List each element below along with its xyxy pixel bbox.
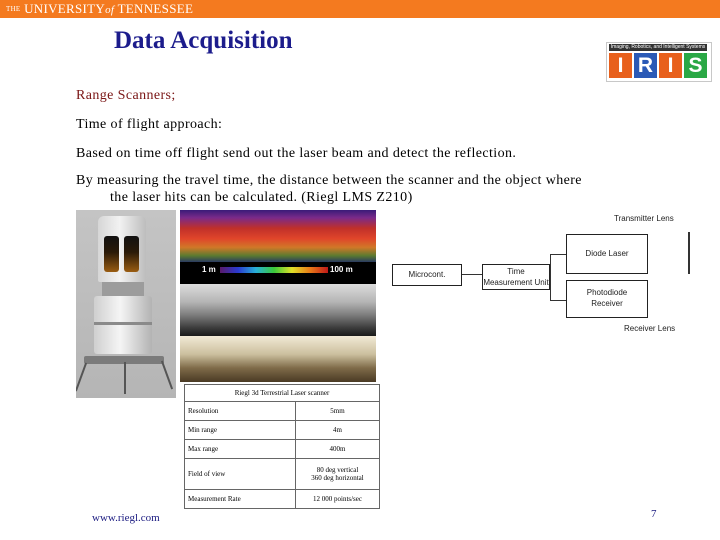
connector-line [550, 254, 551, 300]
university-wordmark [6, 1, 193, 17]
table-row [185, 459, 380, 490]
iris-letter-i1: I [609, 53, 632, 78]
scanner-body [94, 296, 152, 354]
spec-value: 12 000 points/sec [296, 490, 380, 509]
table-row [185, 490, 380, 509]
university-main: UNIVERSITY [24, 1, 106, 16]
university-header-bar [0, 0, 720, 18]
time-measurement-line-1: Time [507, 267, 525, 276]
spec-value: 4m [296, 421, 380, 440]
riegl-website-link[interactable]: www.riegl.com [92, 512, 160, 524]
scan-result-images [180, 210, 376, 382]
iris-letters [609, 53, 707, 78]
scanner-window-right [124, 236, 139, 272]
spec-value [296, 459, 380, 490]
paragraph-time-of-flight: Based on time off flight send out the laser beam and detect the reflection. [76, 146, 517, 161]
university-of: of [105, 4, 115, 16]
scale-min-label: 1 m [202, 265, 216, 274]
university-prefix: THE [6, 5, 21, 13]
transmitter-lens-label: Transmitter Lens [614, 214, 674, 223]
spec-table-caption: Riegl 3d Terrestrial Laser scanner [185, 385, 380, 402]
connector-line [550, 254, 566, 255]
slide-title: Data Acquisition [114, 27, 293, 54]
reflectance-image [180, 284, 376, 336]
scanner-window-left [104, 236, 119, 272]
spec-label: Field of view [185, 459, 296, 490]
spec-label: Min range [185, 421, 296, 440]
target-surface [688, 232, 690, 274]
paragraph-measuring-line-1: By measuring the travel time, the distance between the scanner and the object where [76, 173, 582, 188]
time-of-flight-diagram [388, 214, 708, 338]
spec-label: Measurement Rate [185, 490, 296, 509]
photodiode-line-2: Receiver [591, 299, 623, 308]
iris-letter-i2: I [659, 53, 682, 78]
connector-line [550, 300, 566, 301]
page-number: 7 [651, 508, 657, 520]
spec-value-line-1: 80 deg vertical [316, 466, 359, 474]
range-image [180, 210, 376, 262]
tripod-leg [124, 362, 126, 394]
table-row [185, 421, 380, 440]
riegl-scanner-photo [76, 210, 176, 398]
time-of-flight-subheading: Time of flight approach: [76, 117, 223, 132]
iris-letter-s: S [684, 53, 707, 78]
scale-max-label: 100 m [330, 265, 353, 274]
connector-line [462, 274, 482, 275]
receiver-lens-label: Receiver Lens [624, 324, 676, 333]
iris-logo [606, 42, 712, 82]
spec-label: Resolution [185, 402, 296, 421]
color-photo-image [180, 336, 376, 382]
paragraph-measuring-line-2: the laser hits can be calculated. (Riegl LMS Z210) [110, 190, 413, 205]
range-scanners-heading: Range Scanners; [76, 88, 176, 103]
photodiode-receiver-box [566, 280, 648, 318]
iris-tagline: Imaging, Robotics, and Intelligent Systems [610, 44, 706, 50]
spec-table-caption-row [185, 385, 380, 402]
diode-laser-box: Diode Laser [566, 234, 648, 274]
time-measurement-line-2: Measurement Unit [483, 278, 549, 287]
scanner-neck [102, 282, 144, 296]
photodiode-line-1: Photodiode [586, 288, 628, 297]
microcontroller-box: Microcont. [392, 264, 462, 286]
spec-value-line-2: 360 deg horizontal [311, 474, 364, 482]
scanner-spec-table [184, 384, 380, 509]
scanner-ring [94, 322, 152, 325]
range-colorbar [220, 267, 328, 273]
spec-label: Max range [185, 440, 296, 459]
time-measurement-unit-box [482, 264, 550, 290]
spec-value: 5mm [296, 402, 380, 421]
table-row [185, 440, 380, 459]
iris-letter-r: R [634, 53, 657, 78]
tripod-leg [76, 363, 87, 392]
spec-value: 400m [296, 440, 380, 459]
tripod-leg [161, 361, 173, 390]
table-row [185, 402, 380, 421]
university-name: TENNESSEE [117, 1, 194, 16]
